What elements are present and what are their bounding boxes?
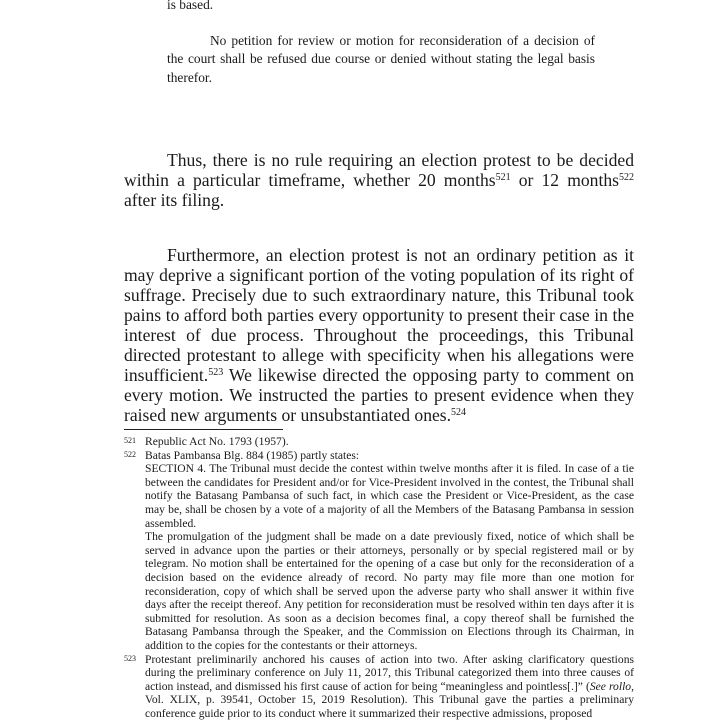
body-paragraph-2: Furthermore, an election protest is not an ordinary petition as it may deprive a significant portion of the voting population of its right of suffrage. Precisely due to such extraordinary nature, this Tribunal took pains to afford both parties every opportunity to present their case in the interest of due process. Throughout the proceedings, this Tribunal directed protestant to allege with specificity when his allegations were insufficient.$^{523}$ We likewise directed the opposing party to comment on every motion. We instructed the parties to present evidence when they raised new arguments or unsubstantiated ones.$^{524}$ [124,245,634,425]
footnote-text: Protestant preliminarily anchored his causes of action into two. After asking clarificatory questions during the preliminary conference on July 11, 2017, this Tribunal categorized them into three causes of action instead, and dismissed his first cause of action for being “meaningless and pointless[.]” (See rollo, Vol. XLIX, p. 39541, October 15, 2019 Resolution). This Tribunal gave the parties a preliminary conference guide prior to its conduct where it summarized their respective admissions, proposed [145,653,634,720]
footnote-521 [124,435,634,449]
see-rollo-citation: See rollo [590,680,631,693]
quote-line-top: is based. [167,0,595,15]
footnote-number: 522 [124,449,136,461]
body-paragraph-1: Thus, there is no rule requiring an election protest to be decided within a particular timeframe, whether 20 months$^{521}$ or 12 months$^{522}$ after its filing. [124,150,634,210]
footnote-523 [124,653,634,720]
footnote-number: 521 [124,435,136,447]
footnote-ref-523[interactable]: 523 [208,367,223,378]
quote-paragraph: No petition for review or motion for reconsideration of a decision of the court shall be refused due course or denied without stating the legal basis therefor. [167,32,595,88]
footnote-ref-522[interactable]: 522 [619,172,634,183]
footnote-text: Batas Pambansa Blg. 884 (1985) partly states: [145,449,634,463]
footnote-promulgation: The promulgation of the judgment shall be made on a date previously fixed, notice of which shall be served in advance upon the parties or their attorneys, personally or by special registered mail or by telegram. No motion shall be entertained for the opening of a case but only for the reconsideration of a decision based on the evidence already of record. No party may file more than one motion for reconsideration, copy of which shall be served upon the adverse party who shall answer it within five days after the receipt thereof. Any petition for reconsideration must be resolved within ten days after it is submitted for resolution. As soon as a decision becomes final, a copy thereof shall be furnished the Batasang Pambansa through the Speaker, and the Commission on Elections through its Chairman, in addition to the copies for the contestants or their attorneys. [145,530,634,652]
block-quote [167,0,595,87]
footnote-separator [124,429,283,430]
footnotes [124,435,634,720]
footnote-522 [124,449,634,653]
footnote-ref-521[interactable]: 521 [496,172,511,183]
footnote-text: Republic Act No. 1793 (1957). [145,435,634,449]
footnote-section-4: SECTION 4. The Tribunal must decide the contest within twelve months after it is filed. In case of a tie between the candidates for President and/or for Vice-President involved in the contest, the Tribunal shall notify the Batasang Pambansa of such fact, in which case the President or Vice-President, as the case may be, shall be chosen by a vote of a majority of all the Members of the Batasang Pambansa in session assembled. [145,462,634,530]
footnote-ref-524[interactable]: 524 [451,407,466,418]
footnote-number: 523 [124,653,136,665]
